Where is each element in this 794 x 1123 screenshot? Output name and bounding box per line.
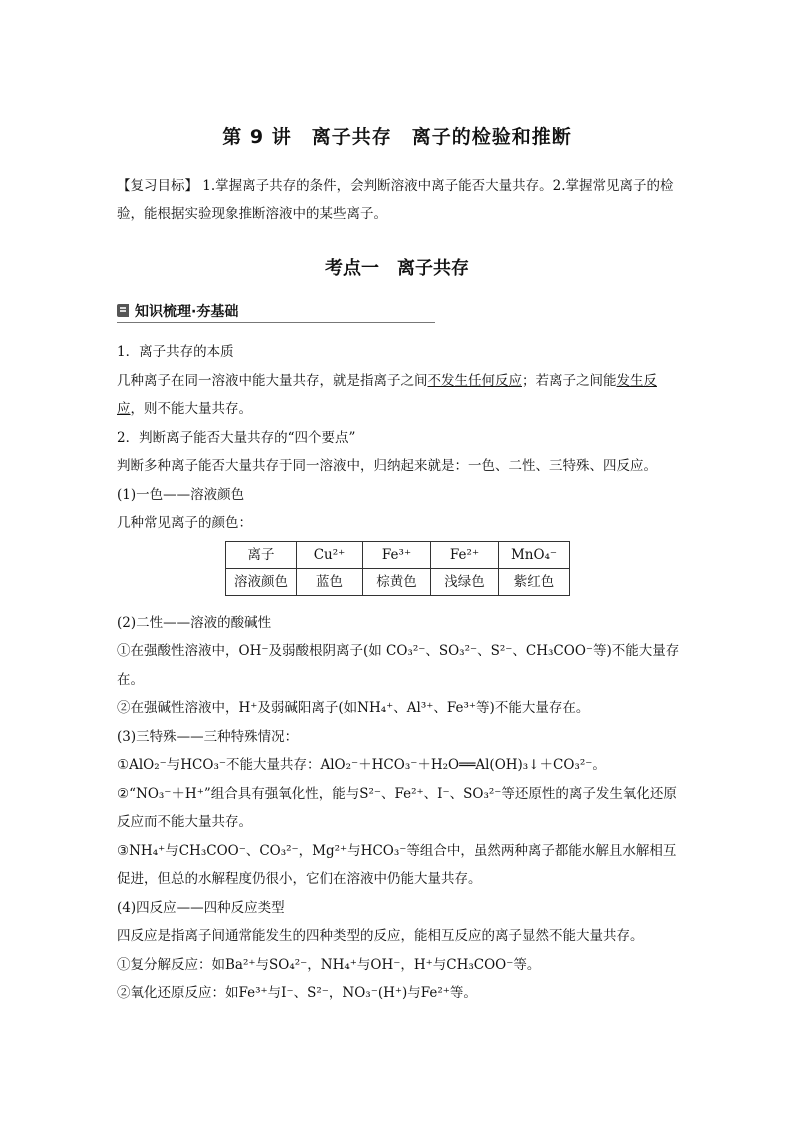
- heading-reactions: (4)四反应——四种反应类型: [117, 899, 285, 916]
- essence-paragraph: [117, 367, 682, 424]
- ion-color-table: [225, 541, 570, 596]
- essence-underline-1: 不发生任何反应: [427, 372, 522, 389]
- review-objectives: [117, 172, 682, 228]
- review-tag: 【复习目标】: [117, 178, 198, 194]
- essence-text-b: ；若离子之间能: [522, 372, 617, 389]
- book-icon: [117, 304, 129, 317]
- table-cell: Fe³⁺: [363, 541, 431, 568]
- section-title: 考点一 离子共存: [325, 258, 469, 279]
- knowledge-bar-label: 知识梳理·夯基础: [135, 304, 239, 320]
- table-cell: 棕黄色: [363, 568, 431, 595]
- special-line-1: ①AlO₂⁻与HCO₃⁻不能大量共存：AlO₂⁻＋HCO₃⁻＋H₂O══Al(OH)₃↓＋CO₃²⁻。: [117, 757, 606, 773]
- color-intro: 几种常见离子的颜色：: [117, 515, 252, 531]
- reactions-text: 四反应是指离子间通常能发生的四种类型的反应，能相互反应的离子显然不能大量共存。: [117, 928, 644, 944]
- heading-four-points: 2．判断离子能否大量共存的“四个要点”: [117, 429, 356, 446]
- lesson-title: 第 9 讲 离子共存 离子的检验和推断: [222, 126, 572, 148]
- knowledge-bar: [117, 300, 435, 323]
- essence-underline-2: 发生反应: [117, 372, 657, 417]
- special-line-3: ③NH₄⁺与CH₃COO⁻、CO₃²⁻，Mg²⁺与HCO₃⁻等组合中，虽然两种离子都能水解且水解相互促进，但总的水解程度仍很小，它们在溶液中仍能大量共存。: [117, 842, 677, 887]
- table-cell: 紫红色: [499, 568, 570, 595]
- table-cell: 溶液颜色: [226, 568, 297, 595]
- special-line-2: ②“NO₃⁻＋H⁺”组合具有强氧化性，能与S²⁻、Fe²⁺、I⁻、SO₃²⁻等还原性的离子发生氧化还原反应而不能大量共存。: [117, 785, 677, 830]
- heading-color: (1)一色——溶液颜色: [117, 486, 245, 503]
- acidity-line-2: ②在强碱性溶液中，H⁺及弱碱阳离子(如NH₄⁺、Al³⁺、Fe³⁺等)不能大量存在。: [117, 700, 590, 716]
- essence-text-c: ，则不能大量共存。: [130, 401, 252, 417]
- acidity-line-1: ①在强酸性溶液中，OH⁻及弱酸根阴离子(如 CO₃²⁻、SO₃²⁻、S²⁻、CH₃COO⁻等)不能大量存在。: [117, 643, 680, 688]
- content-body: [117, 338, 682, 1008]
- heading-acidity: (2)二性——溶液的酸碱性: [117, 614, 272, 631]
- table-cell: MnO₄⁻: [499, 541, 570, 568]
- table-cell: Fe²⁺: [431, 541, 499, 568]
- table-row: [226, 568, 570, 595]
- table-cell: 离子: [226, 541, 297, 568]
- heading-essence: 1．离子共存的本质: [117, 344, 234, 360]
- review-text: 1.掌握离子共存的条件，会判断溶液中离子能否大量共存。2.掌握常见离子的检验，能根据实验现象推断溶液中的某些离子。: [117, 178, 674, 222]
- reactions-line-1: ①复分解反应：如Ba²⁺与SO₄²⁻，NH₄⁺与OH⁻，H⁺与CH₃COO⁻等。: [117, 956, 541, 973]
- table-row: [226, 541, 570, 568]
- heading-special: (3)三特殊——三种特殊情况：: [117, 728, 299, 745]
- reactions-line-2: ②氧化还原反应：如Fe³⁺与I⁻、S²⁻，NO₃⁻(H⁺)与Fe²⁺等。: [117, 985, 477, 1001]
- four-points-text: 判断多种离子能否大量共存于同一溶液中，归纳起来就是：一色、二性、三特殊、四反应。: [117, 458, 657, 474]
- table-cell: 蓝色: [297, 568, 363, 595]
- essence-text-a: 几种离子在同一溶液中能大量共存，就是指离子之间: [117, 372, 428, 389]
- table-cell: Cu²⁺: [297, 541, 363, 568]
- table-cell: 浅绿色: [431, 568, 499, 595]
